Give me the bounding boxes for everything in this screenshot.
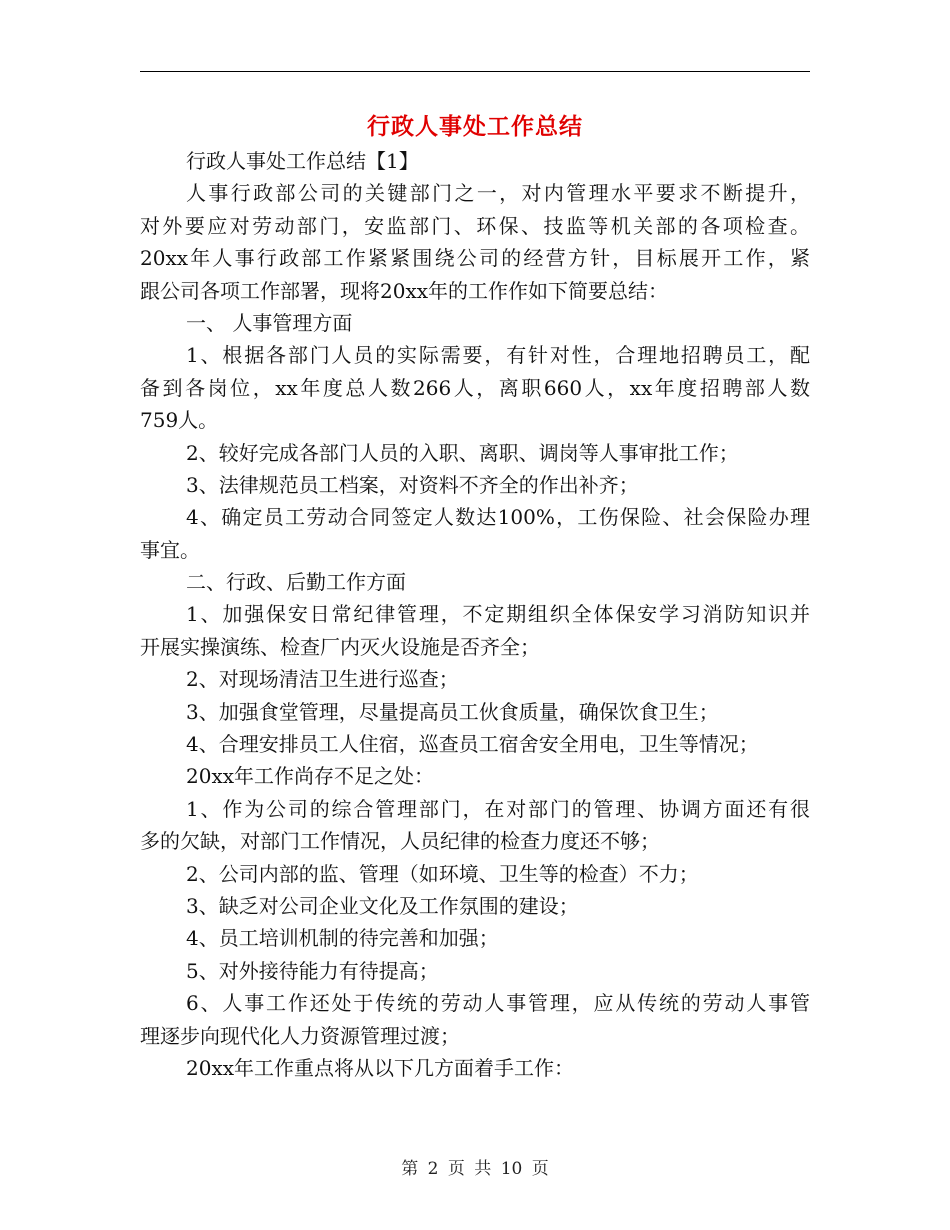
text-line: 20xx年工作重点将从以下几方面着手工作： bbox=[186, 1055, 575, 1080]
text-line: 3、法律规范员工档案，对资料不齐全的作出补齐； bbox=[186, 472, 639, 497]
text-line: 2、公司内部的监、管理（如环境、卫生等的检查）不力； bbox=[186, 861, 699, 886]
text-line: 2、对现场清洁卫生进行巡查； bbox=[186, 667, 459, 692]
text-line: 3、加强食堂管理，尽量提高员工伙食质量，确保饮食卫生； bbox=[186, 699, 719, 724]
document-body bbox=[140, 145, 810, 1084]
page-number: 第 2 页 共 10 页 bbox=[401, 1159, 549, 1179]
text-line: 一、 人事管理方面 bbox=[186, 310, 353, 335]
text-line: 二、行政、后勤工作方面 bbox=[186, 570, 406, 595]
text-line: 对外要应对劳动部门，安监部门、环保、技监等机关部的各项检查。 bbox=[140, 213, 810, 238]
text-line: 跟公司各项工作部署，现将20xx年的工作作如下简要总结： bbox=[140, 278, 669, 303]
text-line: 3、缺乏对公司企业文化及工作氛围的建设； bbox=[186, 893, 579, 918]
text-line: 1、根据各部门人员的实际需要，有针对性，合理地招聘员工，配 bbox=[186, 343, 810, 368]
text-line: 1、作为公司的综合管理部门，在对部门的管理、协调方面还有很 bbox=[186, 796, 810, 821]
text-line: 行政人事处工作总结【1】 bbox=[186, 149, 419, 173]
text-line: 759人。 bbox=[140, 408, 219, 433]
text-line: 多的欠缺，对部门工作情况，人员纪律的检查力度还不够； bbox=[140, 829, 660, 854]
text-line: 20xx年人事行政部工作紧紧围绕公司的经营方针，目标展开工作，紧 bbox=[140, 246, 810, 271]
text-line: 6、人事工作还处于传统的劳动人事管理，应从传统的劳动人事管 bbox=[186, 991, 810, 1016]
text-line: 事宜。 bbox=[140, 537, 200, 562]
document-title: 行政人事处工作总结 bbox=[367, 113, 583, 140]
text-line: 人事行政部公司的关键部门之一，对内管理水平要求不断提升， bbox=[186, 181, 810, 206]
text-line: 备到各岗位，xx年度总人数266人，离职660人，xx年度招聘部人数 bbox=[140, 375, 810, 400]
text-line: 4、确定员工劳动合同签定人数达100%，工伤保险、社会保险办理 bbox=[186, 505, 810, 530]
text-line: 1、加强保安日常纪律管理，不定期组织全体保安学习消防知识并 bbox=[186, 602, 810, 627]
text-line: 20xx年工作尚存不足之处： bbox=[186, 764, 435, 789]
text-line: 开展实操演练、检查厂内灭火设施是否齐全； bbox=[140, 634, 540, 659]
header-rule bbox=[140, 71, 810, 72]
text-line: 4、合理安排员工人住宿，巡查员工宿舍安全用电，卫生等情况； bbox=[186, 732, 759, 757]
text-line: 5、对外接待能力有待提高； bbox=[186, 958, 439, 983]
text-line: 4、员工培训机制的待完善和加强； bbox=[186, 926, 499, 951]
text-line: 理逐步向现代化人力资源管理过渡； bbox=[140, 1023, 460, 1048]
text-line: 2、较好完成各部门人员的入职、离职、调岗等人事审批工作； bbox=[186, 440, 739, 465]
